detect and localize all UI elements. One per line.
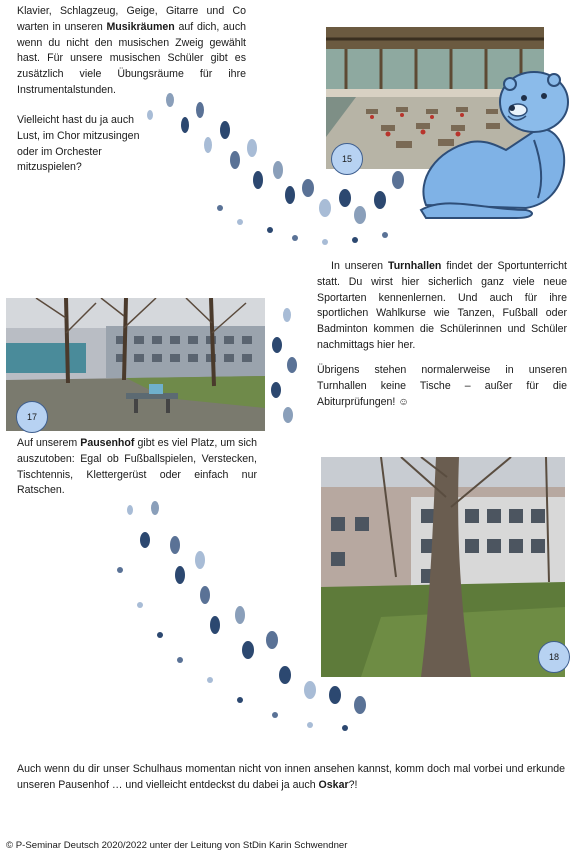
photo-number-badge: 18 <box>538 641 570 673</box>
exam-paragraph: Übrigens stehen normalerweise in unseren Turnhallen keine Tische – außer für die Abiturprüfungen! ☺ <box>317 364 567 408</box>
choir-paragraph: Vielleicht hast du ja auch Lust, im Chor mitzusingen oder im Orchester mitzuspielen? <box>17 114 140 174</box>
footprint-trail-left <box>262 300 312 430</box>
footer-credit: © P-Seminar Deutsch 2020/2022 unter der Leitung von StDin Karin Schwendner <box>6 840 348 851</box>
music-paragraph: Klavier, Schlagzeug, Geige, Gitarre und Co warten in unseren Musikräumen auf dich, auch wenn du nicht den musischen Zweig gewählt hast. Für unsere musischen Schüler gibt es zusätzlich viele Übungsräume für ihre Instrumentalstunden. <box>17 5 247 96</box>
music-rooms-term: Musikräumen <box>106 20 175 33</box>
photo-number-badge: 15 <box>331 143 363 175</box>
gym-paragraph: In unseren Turnhallen findet der Sportunterricht statt. Du wirst hier sicherlich ganz viele neue Sportarten kennenlernen. Und auch für ihre sportlichen Wahlkurse wie Tanzen, Fußball oder Badminton kommen die Schülerinnen und Schüler nachmittags hier her. <box>317 260 567 351</box>
schoolyard-paragraph: Auf unserem Pausenhof gibt es viel Platz, um sich auszutoben: Egal ob Fußballspielen, Verstecken, Tischtennis, Klettergerüst oder einfach nur Ratschen. <box>17 437 257 497</box>
mascot-name: Oskar <box>318 778 349 791</box>
mascot-illustration <box>416 70 576 220</box>
footprint-trail-upper <box>130 90 430 260</box>
schoolyard-term: Pausenhof <box>80 437 135 449</box>
footprint-trail-lower <box>100 500 390 740</box>
closing-paragraph: Auch wenn du dir unser Schulhaus momentan nicht von innen ansehen kannst, komm doch mal vorbei und erkunde unseren Pausenhof … und vielleicht entdeckst du dabei ja auch Oskar?! <box>17 763 565 791</box>
photo-number-badge: 17 <box>16 401 48 433</box>
gym-term: Turnhallen <box>388 260 442 272</box>
